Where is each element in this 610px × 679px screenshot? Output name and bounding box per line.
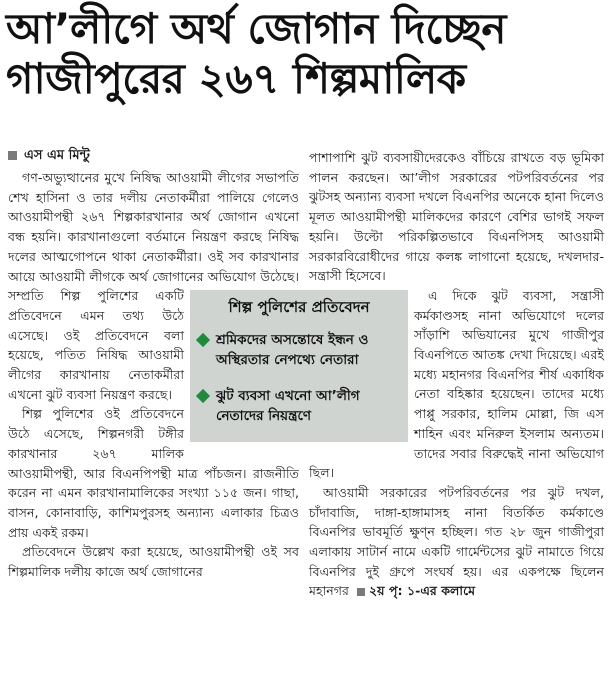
byline-bullet-icon bbox=[8, 151, 17, 160]
diamond-bullet-icon bbox=[196, 389, 210, 403]
paragraph: পাশাপাশি ঝুট ব্যবসায়ীদেরকেও বাঁচিয়ে রাখতে বড় ভূমিকা পালন করছেন। আ’লীগ সরকারের পটপরিবর্তনের পর ঝুটসহ অন্যান্য ব্যবসা দখলে বিএনপির অনেকে হানা দিলেও মূলত আওয়ামীপন্থী মালিকদের কারণে বেশির ভাগই সফল হয়নি। উল্টো পরিকল্পিতভাবে বিএনপিসহ আওয়ামী সরকারবিরোধীদের গায়ে কলঙ্ক লাগানো হয়েছে, দখলদার-সন্ত্রাসী হিসেবে। bbox=[309, 150, 604, 284]
continuation-text: ২য় পৃ: ১-এর কলামে bbox=[368, 583, 476, 599]
headline bbox=[6, 4, 604, 104]
headline-line-2: গাজীপুরের ২৬৭ শিল্পমালিক bbox=[6, 54, 466, 103]
box-item bbox=[198, 386, 402, 426]
headline-line-1: আ’লীগে অর্থ জোগান দিচ্ছেন bbox=[6, 4, 506, 53]
paragraph: গণ-অভ্যুত্থানের মুখে নিষিদ্ধ আওয়ামী লীগের সভাপতি শেখ হাসিনা ও তার দলীয় নেতাকর্মীরা পালিয়ে গেলেও আওয়ামীপন্থী ২৬৭ শিল্পকারখানার অর্থ জোগান এখনো বন্ধ হয়নি। কারখানাগুলো বর্তমানে নিয়ন্ত্রণ করছে নিষিদ্ধ দলের আত্মগোপনে থাকা নেতাকর্মীরা। ওই সব কারখানার আয়ে আওয়ামী লীগকে অর্থ জোগানের অভিযোগ উঠেছে। সম্প্রতি শিল্প পুলিশের একটি প্রতিবেদনে এমন তথ্য উঠে এসেছে। ওই প্রতিবেদনে বলা হয়েছে, পতিত নিষিদ্ধ আওয়ামী লীগের কারখানায় নেতাকর্মীরা এখনো ঝুট ব্যবসা নিয়ন্ত্রণ করছে। bbox=[8, 170, 299, 402]
box-item-text: ঝুট ব্যবসা এখনো আ’লীগ নেতাদের নিয়ন্ত্রণে bbox=[216, 388, 360, 424]
box-title: শিল্প পুলিশের প্রতিবেদন bbox=[228, 298, 370, 316]
paragraph bbox=[309, 483, 604, 601]
author-name: এস এম মিন্টু bbox=[24, 148, 90, 163]
paragraph: এ দিকে ঝুট ব্যবসা, সন্ত্রাসী কর্মকাণ্ডসহ নানা অভিযোগে দলের সাঁড়াশি অভিযানের মুখে গাজীপুর বিএনপিতে আতঙ্ক দেখা দিয়েছে। এরই মধ্যে মহানগর বিএনপির শীর্ষ একাধিক নেতা বহিষ্কার হয়েছেন। তাদের মধ্যে পাপ্পু সরকার, হালিম মোল্লা, জি এস শাহিন এবং মনিরুল ইসলাম অন্যতম। তাদের সবার বিরুদ্ধেই নানা অভিযোগ ছিল। bbox=[309, 287, 604, 481]
continuation-square-icon bbox=[357, 588, 365, 596]
paragraph: প্রতিবেদনে উল্লেখ করা হয়েছে, আওয়ামীপন্থী ওই সব শিল্পমালিক দলীয় কাজে অর্থ জোগানের bbox=[8, 544, 299, 580]
box-item-text: শ্রমিকদের অসন্তোষে ইন্ধন ও অস্থিরতার নেপথ্যে নেতারা bbox=[216, 332, 369, 368]
sidebar-highlight-box bbox=[190, 290, 408, 442]
paragraph-text: আওয়ামী সরকারের পটপরিবর্তনের পর ঝুট দখল, চাঁদাবাজি, দাঙ্গা-হাঙ্গামাসহ নানা বিতর্কিত কর্মকাণ্ডে বিএনপির ভাবমূর্তি ক্ষুণ্ন হচ্ছিল। গত ২৮ জুন গাজীপুরা এলাকায় সাটার্ন নামে একটি গার্মেন্টসের ঝুট নামাতে গিয়ে বিএনপির দুই গ্রুপে সংঘর্ষ হয়। এর একপক্ষে ছিলেন মহানগর bbox=[309, 484, 604, 599]
continuation-note bbox=[353, 583, 475, 598]
paragraph: শিল্প পুলিশের ওই প্রতিবেদনে উঠে এসেছে, শিল্পনগরী টঙ্গীর কারখানার ২৬৭ মালিক আওয়ামীপন্থী, আর বিএনপিপন্থী মাত্র পাঁচজন। রাজনীতি করেন না এমন কারখানামালিকের সংখ্যা ১১৫ জন। গাছা, বাসন, কোনাবাড়ি, কাশিমপুরসহ অন্যান্য এলাকার চিত্রও প্রায় একই রকম। bbox=[8, 406, 299, 540]
box-item bbox=[198, 330, 402, 370]
byline bbox=[8, 146, 90, 166]
diamond-bullet-icon bbox=[196, 333, 210, 347]
